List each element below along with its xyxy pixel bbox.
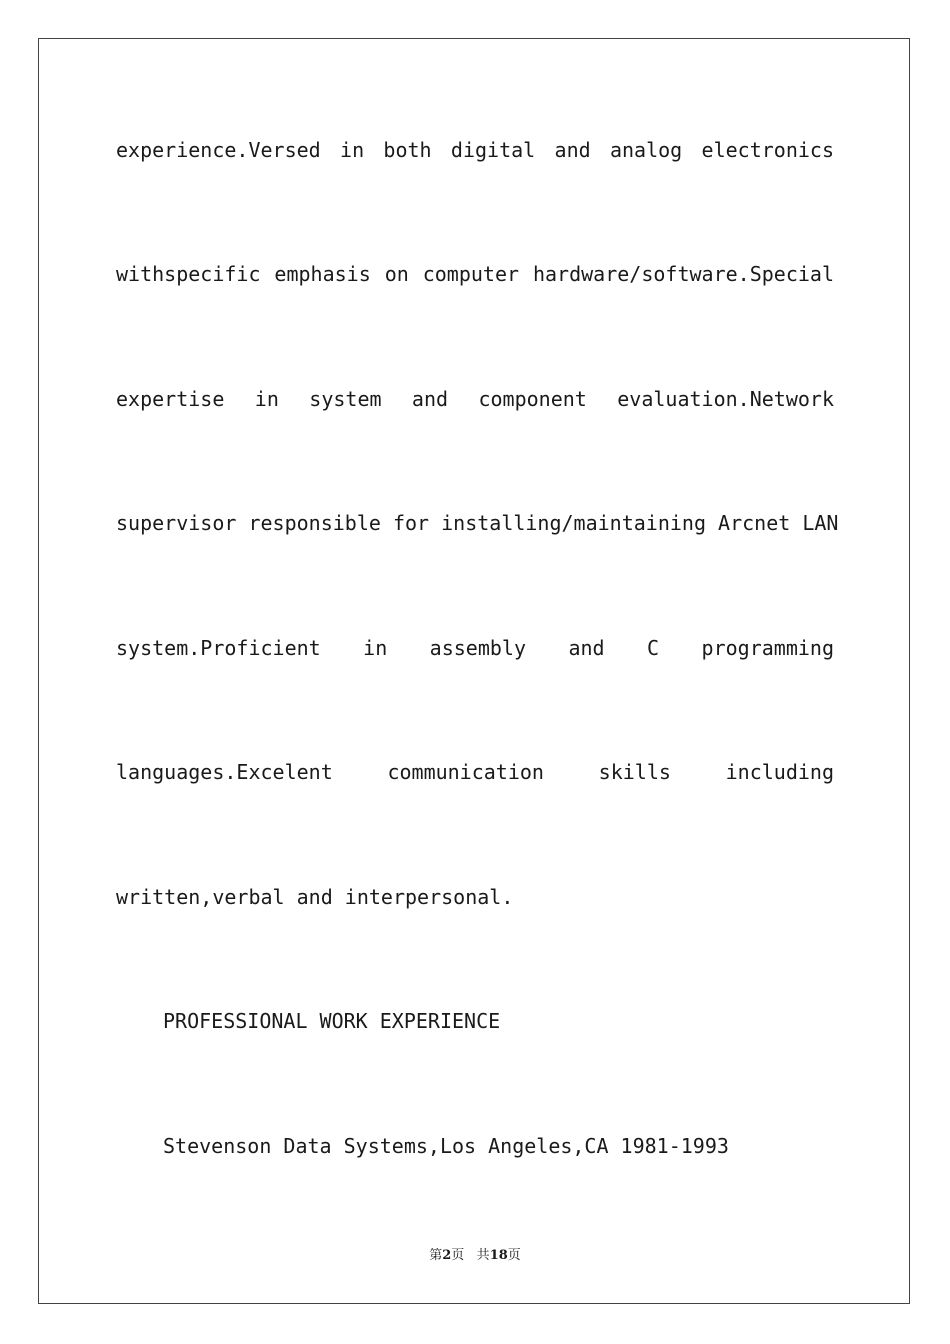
body-text-line: written,verbal and interpersonal. — [116, 885, 514, 909]
employer-line: Stevenson Data Systems,Los Angeles,CA 1981-1993 — [163, 1134, 729, 1158]
body-text-line: experience.Versed in both digital and analog electronics — [116, 138, 834, 162]
page-border — [38, 38, 910, 1304]
page-number: 2 — [442, 1248, 452, 1263]
total-suffix: 页 — [507, 1248, 521, 1263]
page-footer — [0, 1246, 950, 1266]
body-text-line: expertise in system and component evaluation.Network — [116, 387, 834, 411]
total-prefix: 共 — [476, 1248, 490, 1263]
body-text-line: withspecific emphasis on computer hardware/software.Special — [116, 262, 834, 286]
page-suffix: 页 — [451, 1248, 465, 1263]
body-text-line: system.Proficient in assembly and C programming — [116, 636, 834, 660]
page-prefix: 第 — [429, 1248, 443, 1263]
body-text-line: languages.Excelent communication skills including — [116, 760, 834, 784]
section-heading: PROFESSIONAL WORK EXPERIENCE — [163, 1009, 501, 1033]
total-pages: 18 — [489, 1248, 508, 1263]
body-text-line: supervisor responsible for installing/maintaining Arcnet LAN — [116, 511, 839, 535]
